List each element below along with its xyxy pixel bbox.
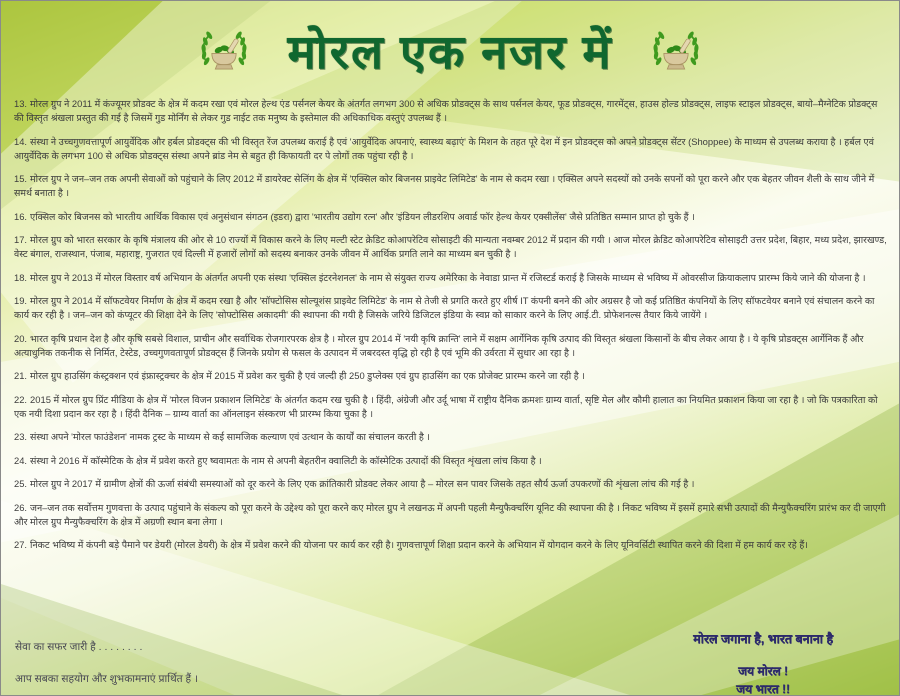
item-text: संस्था ने उच्चगुणवत्तापूर्ण आयुर्वेदिक और हर्बल प्रोडक्ट्स की भी विस्तृत रेंज उपलब्ध कराई है एवं 'आयुर्वेदिक अपनाएं, स्वास्थ्य बढ़ाएं' के मिशन के तहत पूरे देश में इन प्रोडक्ट्स को अपने प्रोडक्ट्स सेंटर (Shoppee) के माध्यम से उपलब्ध कराया है । हर्बल एवं आयुर्वेदिक के लगभग 100 से अधिक प्रोडक्ट्स संस्था अपने ब्रांड नेम से बहुत ही किफायती दर पे लोगों तक पहुंचा रही है । — [14, 135, 874, 161]
list-item — [14, 172, 889, 200]
item-text: मोरल ग्रुप को भारत सरकार के कृषि मंत्रालय की ओर से 10 राज्यों में विकास करने के लिए मल्टी स्टेट क्रेडिट कोआपरेटिव सोसाइटी की मान्यता नवम्बर 2012 में प्रदान की गयी । आज मोरल क्रेडिट कोआपरेटिव सोसाइटी उत्तर प्रदेश, बिहार, मध्य प्रदेश, झारखण्ड, वेस्ट बंगाल, राजस्थान, पंजाब, महाराष्ट्र, गुजरात एवं दिल्ली में हजारों लोगों को सदस्य बनाकर उनके जीवन में आर्थिक प्रगति लाने का माध्यम बन चुकी है । — [14, 234, 887, 259]
list-item — [14, 332, 889, 360]
footer-left — [15, 642, 198, 684]
wreath-mortar-pestle-icon — [650, 27, 702, 73]
list-item — [14, 210, 889, 224]
item-text: मोरल ग्रुप ने जन–जन तक अपनी सेवाओं को पहुंचाने के लिए 2012 में डायरेक्ट सेलिंग के क्षेत्र में 'एक्सिल कोर बिजनस प्राइवेट लिमिटेड' के नाम से कदम रखा । एक्सिल अपने सदस्यों को उनके सपनों को पूरा करने और एक बेहतर जीवन शैली के साथ जीने में समर्थ बनाता है । — [14, 173, 875, 198]
list-item — [14, 430, 889, 444]
item-text: मोरल ग्रुप हाउसिंग कंस्ट्रक्शन एवं इंफ्रास्ट्रक्चर के क्षेत्र में 2015 में प्रवेश कर चुकी है एवं जल्दी ही 250 डुप्लेक्स एवं ग्रुप हाउसिंग का एक प्रोजेक्ट प्रारम्भ करने जा रही है । — [30, 370, 585, 381]
thanks-line: आप सबका सहयोग और शुभकामनाएं प्रार्थित हैं । — [15, 672, 199, 685]
list-item — [14, 294, 889, 322]
item-number: 19. — [14, 295, 28, 306]
item-text: संस्था अपने 'मोरल फाउंडेशन' नामक ट्रस्ट के माध्यम से कई सामजिक कल्याण एवं उत्थान के कार्यों का संचालन करती है । — [30, 431, 430, 442]
item-number: 13. — [14, 98, 28, 109]
item-text: एक्सिल कोर बिजनस को भारतीय आर्थिक विकास एवं अनुसंधान संगठन (इडरा) द्वारा 'भारतीय उद्योग रत्न' और 'इंडियन लीडरशिप अवार्ड फॉर हेल्थ केयर एक्सीलेंस' जैसे प्रतिष्ठित सम्मान प्राप्त हो चुके हैं । — [30, 210, 695, 222]
milestones-list — [1, 83, 899, 552]
item-number: 25. — [14, 478, 28, 489]
list-item — [14, 477, 889, 491]
slogan-text: मोरल जगाना है, भारत बनाना है — [693, 632, 833, 646]
item-text: मोरल ग्रुप ने 2011 में कंज्यूमर प्रोडक्ट के क्षेत्र में कदम रखा एवं मोरल हेल्थ एंड पर्सनल केयर के अंतर्गत लगभग 300 से अधिक प्रोडक्ट्स के साथ पर्सनल केयर, फूड प्रोडक्ट्स, गारमेंट्स, हाउस होल्ड प्रोडक्ट्स, लाइफ स्टाइल प्रोडक्ट्स, बायो–मैग्नेटिक प्रोडक्ट्स की विस्तृत श्रंखला प्रस्तुत की गई है जिसमें गुड मोर्निंग से लेकर गुड नाईट तक मनुष्य के इस्तेमाल की अधिकाधिक वस्तुएं उपलब्ध हैं । — [14, 98, 878, 123]
jai-bharat-text: जय भारत !! — [736, 682, 790, 696]
footer-right — [693, 630, 833, 696]
item-text: मोरल ग्रुप ने 2013 में मोरल विस्तार वर्ष अभियान के अंतर्गत अपनी एक संस्था 'एक्सिल इंटरनेशनल' के नाम से संयुक्त राज्य अमेरिका के नेवाडा प्रान्त में रजिस्टर्ड कराई है जिसके माध्यम से भविष्य में ओवरसीज क्रियाकलाप प्रारम्भ किये जाने की योजना है । — [30, 271, 866, 283]
item-number: 21. — [14, 370, 28, 381]
item-number: 22. — [14, 393, 28, 405]
item-text: 2015 में मोरल ग्रुप प्रिंट मीडिया के क्षेत्र में 'मोरल विजन प्रकाशन लिमिटेड' के अंतर्गत कदम रख चुकी है । हिंदी, अंग्रेजी और उर्दू भाषा में राष्ट्रीय दैनिक क्रमशः ग्राम्य वार्ता, सृष्टि मेल और कौमी हालात का नियमित प्रकाशन किया जा रहा है । जो कि पत्रकारिता को एक नयी दिशा प्रदान कर रहा है । हिंदी दैनिक – ग्राम्य वार्ता का ऑनलाइन संस्करण भी प्रारम्भ किया चुका है । — [14, 393, 878, 419]
item-number: 24. — [14, 454, 28, 466]
page-title: मोरल एक नजर में — [287, 25, 613, 78]
list-item — [14, 233, 889, 261]
list-item — [14, 538, 889, 552]
wreath-mortar-pestle-icon — [198, 27, 250, 73]
list-item — [14, 454, 889, 468]
item-number: 27. — [14, 539, 28, 550]
list-item — [14, 501, 889, 529]
list-item — [14, 271, 889, 285]
item-text: मोरल ग्रुप ने 2014 में सॉफटवेयर निर्माण के क्षेत्र में कदम रखा है और 'सॉफ्टोसिस सोल्यूशंस प्राइवेट लिमिटेड' के नाम से तेजी से प्रगति करते हुए शीर्ष IT कंपनी बनने की ओर अग्रसर है जो कई प्रतिष्ठित कंपनियों के लिए सॉफटवेयर बनाने एवं संचालन करने का कार्य कर रही है । जन–जन को कंप्यूटर की शिक्षा देने के लिए 'सोफ्टोसिस अकादमी' की स्थापना की गयी है जिसके जरिये डिजिटल इंडिया के स्वप्न को साकार करने के लिए आई.टी. प्रोफेशनल्स तैयार किये जायेंगे । — [14, 295, 875, 320]
item-number: 26. — [14, 501, 28, 513]
list-item — [14, 135, 889, 163]
item-text: मोरल ग्रुप ने 2017 में ग्रामीण क्षेत्रों की ऊर्जा संबंधी समस्याओं को दूर करने के लिए एक क्रांतिकारी प्रोडक्ट लेकर आया है – मोरल सन पावर जिसके तहत सौर्य ऊर्जा उपकरणों की शृंखला लांच की गई है । — [30, 478, 695, 489]
list-item — [14, 97, 889, 125]
item-number: 18. — [14, 271, 28, 283]
item-number: 15. — [14, 173, 28, 184]
journey-line: सेवा का सफर जारी है . . . . . . . . — [15, 641, 143, 653]
item-text: संस्था ने 2016 में कॉस्मेटिक के क्षेत्र में प्रवेश करते हुए ष्ववामतः के नाम से अपनी बेहतरीन क्वालिटी के कॉस्मेटिक उत्पादों की विस्तृत शृंखला लांच किया है । — [30, 454, 542, 466]
item-text: निकट भविष्य में कंपनी बड़े पैमाने पर डेयरी (मोरल डेयरी) के क्षेत्र में प्रवेश करने की योजना पर कार्य कर रही है। गुणवत्तापूर्ण शिक्षा प्रदान करने के अभियान में योगदान करने के लिए यूनिवर्सिटी स्थापित करने की दिशा में हम कार्य कर रहे हैं। — [30, 539, 808, 550]
item-number: 23. — [14, 431, 28, 442]
item-text: भारत कृषि प्रधान देश है और कृषि सबसे विशाल, प्राचीन और सर्वाधिक रोजगारपरक क्षेत्र है । मोरल ग्रुप 2014 में 'नयी कृषि क्रान्ति' लाने में सक्षम आर्गेनिक कृषि उत्पाद की विस्तृत श्रंखला किसानों के बीच लेकर आया है । ये कृषि प्रोडक्ट्स आर्गेनिक हैं और अत्याधुनिक तकनीक से निर्मित, टेस्टेड, उच्चगुणवतापूर्ण प्रोडक्ट्स हैं जिनके प्रयोग से फसल के उत्पादन में जबरदस्त वृद्धि हो रही है एवं भूमि की उर्वरता में सुधार आ रहा है । — [14, 332, 864, 358]
item-number: 16. — [14, 210, 28, 222]
jai-moral-text: जय मोरल ! — [738, 664, 788, 678]
header — [1, 1, 899, 83]
item-number: 20. — [14, 332, 28, 344]
item-text: जन–जन तक सर्वोत्तम गुणवत्ता के उत्पाद पहुंचाने के संकल्प को पूरा करने के उद्देश्य को पूरा करने कए मोरल ग्रुप ने लखनऊ में अपनी पहली मैन्युफैक्चरिंग यूनिट की स्थापना की है । निकट भविष्य में इसमें हमारे सभी उत्पादों की मैन्युफैक्चरिंग प्रारंभ कर दी जाएगी और मोरल ग्रुप मैन्युफैक्चरिंग के क्षेत्र में अग्रणी स्थान बना लेगा । — [14, 501, 886, 527]
item-number: 14. — [14, 135, 28, 147]
list-item — [14, 393, 889, 421]
item-number: 17. — [14, 234, 28, 245]
list-item — [14, 369, 889, 383]
